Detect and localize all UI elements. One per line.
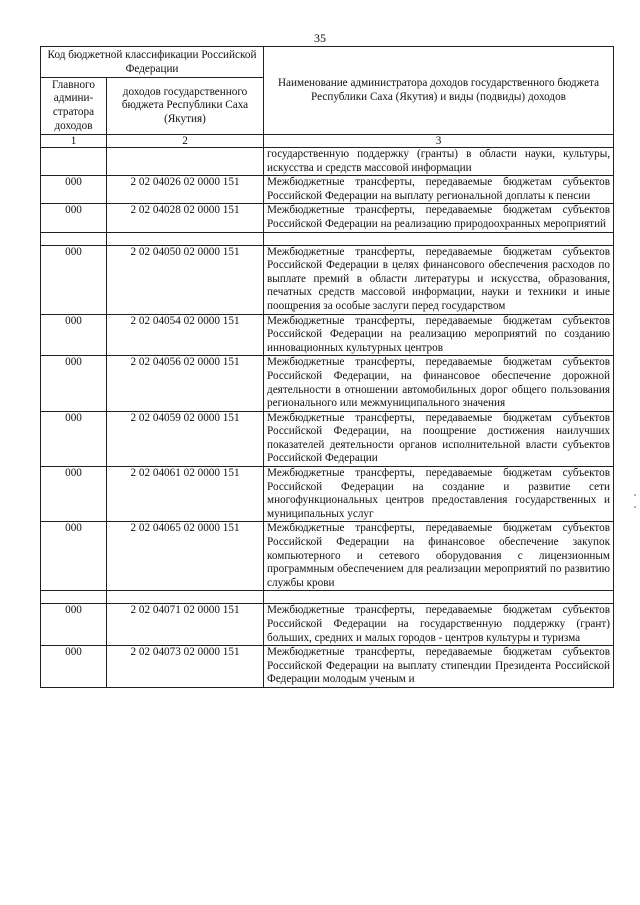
income-name: Межбюджетные трансферты, передаваемые бюджетам субъектов Российской Федерации на выплату региональной доплаты к пенсии	[264, 176, 614, 204]
income-code: 2 02 04065 02 0000 151	[107, 522, 264, 591]
table-row	[41, 148, 614, 176]
column-number: 1	[41, 135, 107, 148]
continuation-text: государственную поддержку (гранты) в области науки, культуры, искусства и средств массовой информации	[264, 148, 614, 176]
table-row	[41, 467, 614, 522]
income-name: Межбюджетные трансферты, передаваемые бюджетам субъектов Российской Федерации на реализацию мероприятий по созданию инновационных культурных центров	[264, 314, 614, 356]
header-col2-title: доходов государственного бюджета Республики Саха (Якутия)	[107, 78, 264, 135]
table-row	[41, 356, 614, 411]
income-code: 2 02 04073 02 0000 151	[107, 646, 264, 688]
admin-code: 000	[41, 245, 107, 314]
column-number-row	[41, 135, 614, 148]
scan-artifact	[634, 494, 636, 496]
table-row	[41, 176, 614, 204]
income-name: Межбюджетные трансферты, передаваемые бюджетам субъектов Российской Федерации в целях финансового обеспечения расходов по выплате премий в области литературы и искусства, образования, печатных средств массовой информации, науки и техники и иные поощрения за особые заслуги перед государством	[264, 245, 614, 314]
header-col1-title: Главного админи-стратора доходов	[41, 78, 107, 135]
income-code: 2 02 04054 02 0000 151	[107, 314, 264, 356]
income-code: 2 02 04071 02 0000 151	[107, 604, 264, 646]
admin-code: 000	[41, 646, 107, 688]
table-header	[41, 47, 614, 148]
empty-row	[41, 591, 614, 604]
income-name: Межбюджетные трансферты, передаваемые бюджетам субъектов Российской Федерации на финансовое обеспечение закупок компьютерного и сетевого оборудования с лицензионным программным обеспечением для реализации мероприятий по развитию службы крови	[264, 522, 614, 591]
header-col3-title: Наименование администратора доходов государственного бюджета Республики Саха (Якутия) и виды (подвиды) доходов	[264, 47, 614, 135]
income-code: 2 02 04050 02 0000 151	[107, 245, 264, 314]
table-row	[41, 604, 614, 646]
admin-code: 000	[41, 204, 107, 232]
income-name: Межбюджетные трансферты, передаваемые бюджетам субъектов Российской Федерации на создание и развитие сети многофункциональных центров предоставления государственных и муниципальных услуг	[264, 467, 614, 522]
table-row	[41, 245, 614, 314]
table-row	[41, 522, 614, 591]
income-code: 2 02 04056 02 0000 151	[107, 356, 264, 411]
table-row	[41, 411, 614, 466]
income-code: 2 02 04028 02 0000 151	[107, 204, 264, 232]
income-name: Межбюджетные трансферты, передаваемые бюджетам субъектов Российской Федерации, на финансовое обеспечение дорожной деятельности в отношении автомобильных дорог общего пользования регионального или межмуниципального значения	[264, 356, 614, 411]
income-code: 2 02 04059 02 0000 151	[107, 411, 264, 466]
admin-code: 000	[41, 467, 107, 522]
column-number: 2	[107, 135, 264, 148]
table-row	[41, 646, 614, 688]
admin-code: 000	[41, 176, 107, 204]
admin-code: 000	[41, 411, 107, 466]
budget-classification-table	[40, 46, 614, 688]
admin-code: 000	[41, 314, 107, 356]
table-row	[41, 204, 614, 232]
table-row	[41, 314, 614, 356]
column-number: 3	[264, 135, 614, 148]
income-name: Межбюджетные трансферты, передаваемые бюджетам субъектов Российской Федерации, на поощрение достижения наилучших показателей деятельности органов исполнительной власти субъектов Российской Федерации	[264, 411, 614, 466]
income-code: 2 02 04026 02 0000 151	[107, 176, 264, 204]
admin-code: 000	[41, 356, 107, 411]
income-name: Межбюджетные трансферты, передаваемые бюджетам субъектов Российской Федерации на выплату стипендии Президента Российской Федерации молодым ученым и	[264, 646, 614, 688]
page-number: 35	[314, 31, 326, 45]
income-code: 2 02 04061 02 0000 151	[107, 467, 264, 522]
income-name: Межбюджетные трансферты, передаваемые бюджетам субъектов Российской Федерации на государственную поддержку (грант) больших, средних и малых городов - центров культуры и туризма	[264, 604, 614, 646]
empty-row	[41, 232, 614, 245]
header-group-title: Код бюджетной классификации Российской Федерации	[41, 47, 264, 78]
income-name: Межбюджетные трансферты, передаваемые бюджетам субъектов Российской Федерации на реализацию природоохранных мероприятий	[264, 204, 614, 232]
scan-artifact	[634, 506, 636, 508]
admin-code: 000	[41, 522, 107, 591]
table-body	[41, 148, 614, 688]
admin-code: 000	[41, 604, 107, 646]
